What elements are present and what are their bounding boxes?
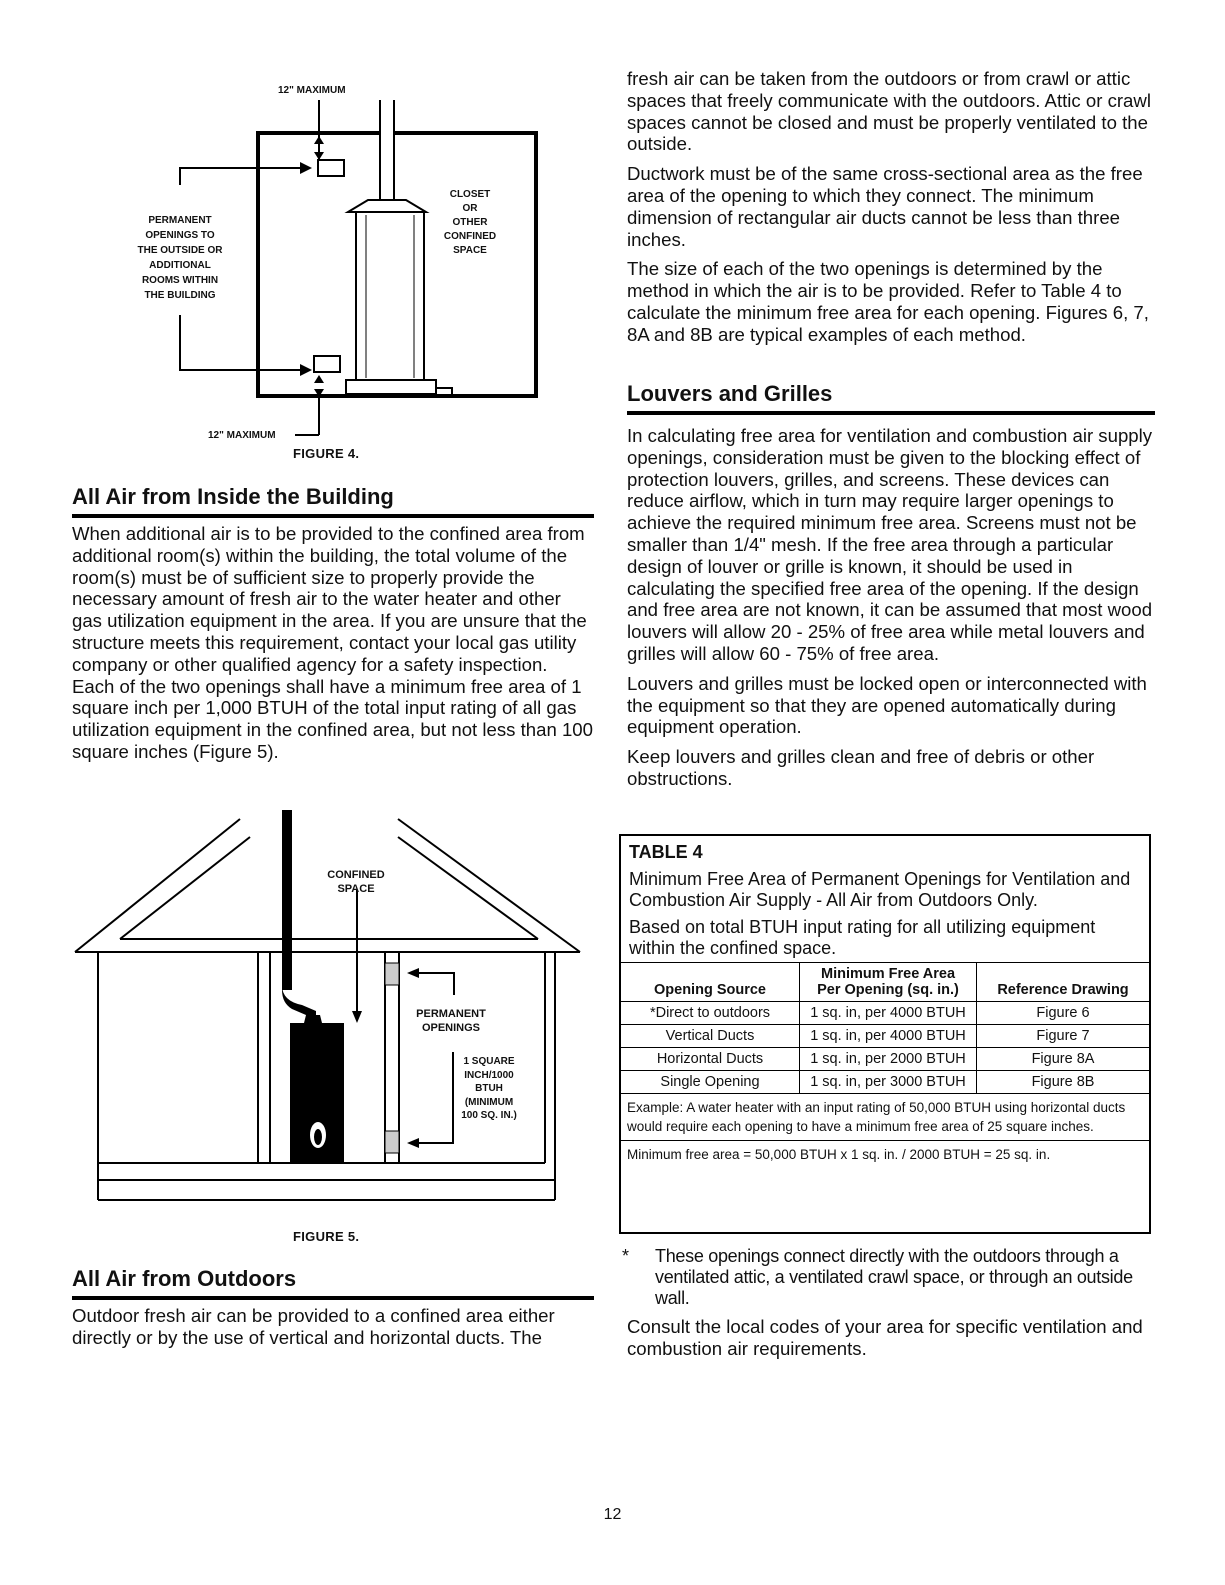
table-row (621, 1002, 1149, 1025)
cell-area: 1 sq. in, per 3000 BTUH (800, 1071, 977, 1094)
figure-4-diagram (100, 70, 560, 450)
svg-text:THE BUILDING: THE BUILDING (144, 290, 216, 301)
figure-4-caption: FIGURE 4. (293, 446, 360, 461)
svg-text:INCH/1000: INCH/1000 (464, 1070, 514, 1081)
svg-text:PERMANENT: PERMANENT (416, 1008, 486, 1020)
cell-source: Single Opening (621, 1071, 800, 1094)
header-minimum-free-area: Minimum Free Area Per Opening (sq. in.) (800, 963, 977, 1002)
paragraph-louvers-3: Keep louvers and grilles clean and free of debris or other obstructions. (627, 746, 1095, 789)
svg-text:OPENINGS TO: OPENINGS TO (145, 230, 215, 241)
paragraph-louvers-2: Louvers and grilles must be locked open or interconnected with the equipment so that they are opened automatically during equipment operation. (627, 672, 1147, 738)
paragraph-inside-1: When additional air is to be provided to the confined area from additional room(s) within the building, the total volume of the room(s) must be of sufficient size to properly provide the necessary amount of fresh air to the water heater and other gas utilization equipment in the area. If you are unsure that the structure meets this requirement, contact your local gas utility company or other qualified agency for a safety inspection. (72, 523, 587, 675)
cell-reference: Figure 6 (977, 1002, 1150, 1025)
cell-reference: Figure 8B (977, 1071, 1150, 1094)
cell-area: 1 sq. in, per 4000 BTUH (800, 1025, 977, 1048)
svg-text:100 SQ. IN.): 100 SQ. IN.) (461, 1110, 517, 1121)
heading-rule (627, 411, 1155, 415)
cell-area: 1 sq. in, per 2000 BTUH (800, 1048, 977, 1071)
cell-source: Vertical Ducts (621, 1025, 800, 1048)
paragraph-right-1: fresh air can be taken from the outdoors or from crawl or attic spaces that freely communicate with the outdoors. Attic or crawl spaces cannot be closed and must be properly ventilated to the outside. (627, 68, 1151, 155)
svg-text:CONFINED: CONFINED (443, 231, 497, 242)
fig5-sizing-label (461, 1056, 517, 1121)
table-4-subtitle: Minimum Free Area of Permanent Openings for Ventilation and Combustion Air Supply - All Air from Outdoors Only. (629, 869, 1131, 910)
svg-text:1 SQUARE: 1 SQUARE (463, 1056, 515, 1067)
paragraph-right-2: Ductwork must be of the same cross-sectional area as the free area of the opening to which they connect. The minimum dimension of rectangular air ducts cannot be less than three inches. (627, 163, 1143, 250)
svg-text:ROOMS WITHIN: ROOMS WITHIN (141, 275, 219, 286)
table-row (621, 1025, 1149, 1048)
heading-louvers-grilles: Louvers and Grilles (627, 381, 833, 406)
fig5-confined-label (327, 869, 385, 895)
table-header-row (621, 963, 1149, 1002)
paragraph-outdoors-1: Outdoor fresh air can be provided to a confined area either directly or by the use of vertical and horizontal ducts. The (72, 1305, 555, 1348)
table-row (621, 1048, 1149, 1071)
footnote-marker: * (622, 1246, 630, 1266)
svg-text:CLOSET: CLOSET (449, 189, 491, 200)
header-reference-drawing: Reference Drawing (977, 963, 1150, 1002)
table-4-formula: Minimum free area = 50,000 BTUH x 1 sq. in. / 2000 BTUH = 25 sq. in. (627, 1147, 1051, 1162)
heading-all-air-outdoors: All Air from Outdoors (72, 1266, 297, 1291)
cell-source: Horizontal Ducts (621, 1048, 800, 1071)
svg-text:OR: OR (462, 203, 478, 214)
fig4-bottom-label: 12" MAXIMUM (208, 430, 276, 441)
heading-rule (72, 514, 594, 518)
svg-text:ADDITIONAL: ADDITIONAL (149, 260, 211, 271)
cell-reference: Figure 7 (977, 1025, 1150, 1048)
fig5-openings-label (416, 1008, 486, 1034)
header-opening-source: Opening Source (621, 963, 800, 1002)
svg-text:SPACE: SPACE (337, 883, 375, 895)
fig4-right-label (444, 189, 496, 256)
svg-text:OPENINGS: OPENINGS (421, 1022, 481, 1034)
table-4-note: Based on total BTUH input rating for all utilizing equipment within the confined space. (629, 917, 1096, 958)
fig4-top-label: 12" MAXIMUM (278, 85, 346, 96)
table-4 (621, 962, 1149, 1094)
paragraph-louvers-1: In calculating free area for ventilation and combustion air supply openings, consideration must be given to the blocking effect of protection louvers, grilles, and screens. These devices can reduce airflow, which in turn may require larger openings to achieve the required minimum free area. Screens must not be smaller than 1/4" mesh. If the free area through a particular design of louver or grille is known, it should be used in calculating the specified free area of the opening. If the design and free area are not known, it can be assumed that most wood louvers will allow 20 - 25% of free area while metal louvers and grilles will allow 60 - 75% of free area. (627, 425, 1153, 664)
fig4-left-label (137, 215, 223, 301)
heading-rule (72, 1296, 594, 1300)
svg-text:OTHER: OTHER (452, 217, 488, 228)
table-row (621, 1071, 1149, 1094)
heading-all-air-inside: All Air from Inside the Building (72, 484, 394, 509)
footnote-text: These openings connect directly with the outdoors through a ventilated attic, a ventilated crawl space, or through an outside wall. (655, 1246, 1133, 1308)
table-4-title: TABLE 4 (629, 842, 703, 862)
figure-5-caption: FIGURE 5. (293, 1229, 360, 1244)
figure-5-diagram (70, 805, 590, 1210)
closing-paragraph: Consult the local codes of your area for specific ventilation and combustion air requirements. (627, 1316, 1143, 1359)
svg-text:CONFINED: CONFINED (327, 869, 385, 881)
paragraph-right-3: The size of each of the two openings is determined by the method in which the air is to be provided. Refer to Table 4 to calculate the minimum free area for each opening. Figures 6, 7, 8A and 8B are typical examples of each method. (627, 258, 1149, 345)
page-number: 12 (603, 1506, 622, 1523)
cell-source: *Direct to outdoors (621, 1002, 800, 1025)
paragraph-inside-2: Each of the two openings shall have a minimum free area of 1 square inch per 1,000 BTUH of the total input rating of all gas utilization equipment in the confined area, but not less than 100 square inches (Figure 5). (72, 675, 593, 762)
svg-text:BTUH: BTUH (475, 1083, 503, 1094)
cell-area: 1 sq. in, per 4000 BTUH (800, 1002, 977, 1025)
svg-text:(MINIMUM: (MINIMUM (464, 1097, 514, 1108)
svg-text:THE OUTSIDE OR: THE OUTSIDE OR (137, 245, 223, 256)
svg-text:SPACE: SPACE (453, 245, 487, 256)
svg-text:PERMANENT: PERMANENT (148, 215, 212, 226)
cell-reference: Figure 8A (977, 1048, 1150, 1071)
table-4-example: Example: A water heater with an input rating of 50,000 BTUH using horizontal ducts would require each opening to have a minimum free area of 25 square inches. (621, 1094, 1149, 1141)
table-4-box (619, 834, 1151, 1234)
